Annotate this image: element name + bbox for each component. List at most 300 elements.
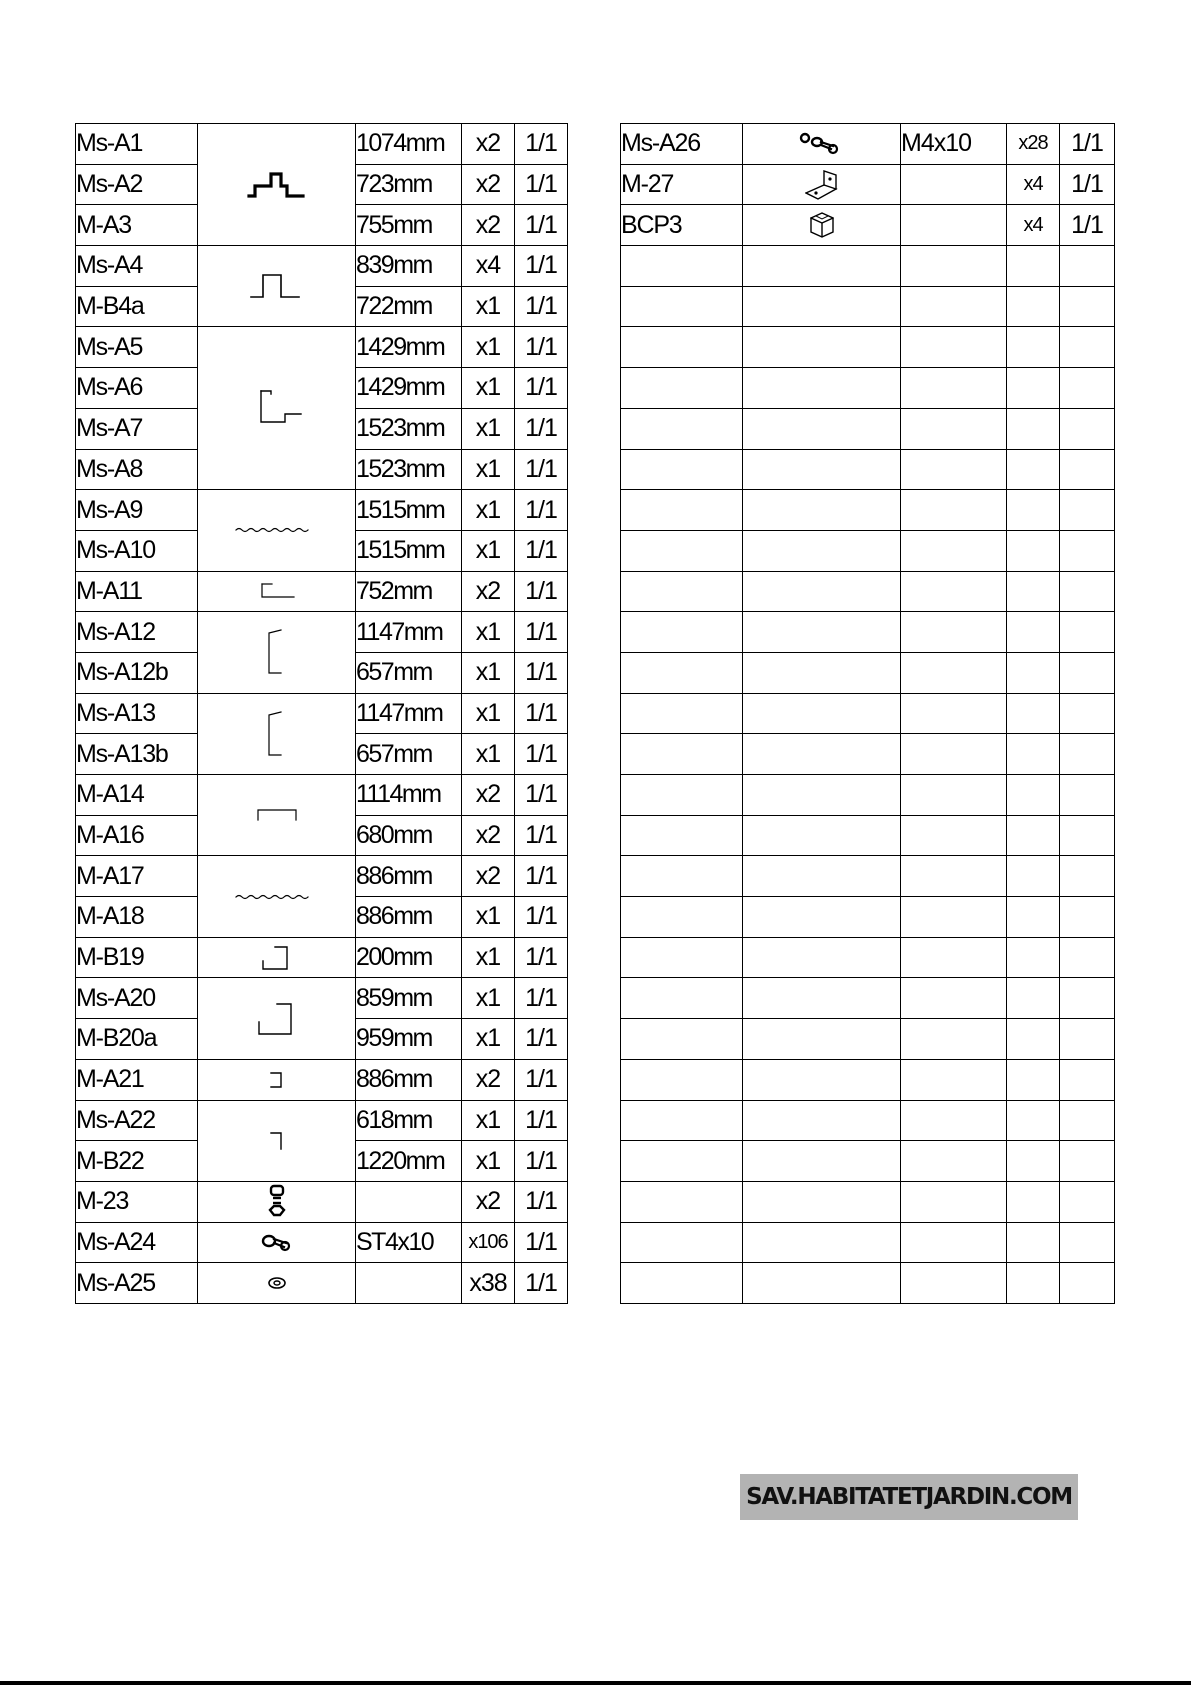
part-shape [198, 1100, 356, 1181]
part-ratio: 1/1 [515, 286, 568, 327]
part-ratio: 1/1 [1060, 164, 1115, 205]
part-ratio: 1/1 [515, 205, 568, 246]
part-ratio: 1/1 [515, 530, 568, 571]
empty-cell [621, 449, 743, 490]
part-shape [198, 937, 356, 978]
part-code: M-A14 [76, 775, 198, 816]
part-code: M-27 [621, 164, 743, 205]
empty-cell [1007, 1263, 1060, 1304]
part-quantity: x4 [1007, 205, 1060, 246]
part-quantity: x1 [462, 734, 515, 775]
empty-cell [621, 490, 743, 531]
part-quantity: x1 [462, 530, 515, 571]
part-quantity: x2 [462, 775, 515, 816]
part-ratio: 1/1 [515, 246, 568, 287]
part-ratio: 1/1 [515, 612, 568, 653]
part-quantity: x1 [462, 652, 515, 693]
corner-bracket-icon [802, 167, 842, 203]
empty-cell [743, 856, 901, 897]
empty-cell [1060, 490, 1115, 531]
part-ratio: 1/1 [515, 775, 568, 816]
empty-cell [1007, 408, 1060, 449]
part-quantity: x1 [462, 897, 515, 938]
part-length: 200mm [356, 937, 462, 978]
empty-cell [621, 856, 743, 897]
empty-cell [1060, 652, 1115, 693]
empty-cell [743, 1019, 901, 1060]
empty-cell [1007, 286, 1060, 327]
empty-cell [1060, 1019, 1115, 1060]
empty-cell [743, 612, 901, 653]
part-code: M-B4a [76, 286, 198, 327]
part-length: 657mm [356, 652, 462, 693]
part-length: 722mm [356, 286, 462, 327]
empty-cell [901, 1100, 1007, 1141]
empty-cell [901, 775, 1007, 816]
empty-cell [621, 286, 743, 327]
part-code: Ms-A2 [76, 164, 198, 205]
part-length: 752mm [356, 571, 462, 612]
part-code: Ms-A12b [76, 652, 198, 693]
part-code: Ms-A22 [76, 1100, 198, 1141]
part-length: 1523mm [356, 408, 462, 449]
part-length: 618mm [356, 1100, 462, 1141]
part-ratio: 1/1 [515, 815, 568, 856]
part-ratio: 1/1 [1060, 205, 1115, 246]
website-banner[interactable] [740, 1474, 1078, 1520]
part-ratio: 1/1 [515, 937, 568, 978]
part-code: Ms-A1 [76, 124, 198, 165]
part-length: 1523mm [356, 449, 462, 490]
empty-cell [621, 1222, 743, 1263]
part-shape [743, 205, 901, 246]
part-ratio: 1/1 [515, 368, 568, 409]
angle-profile-icon [252, 581, 302, 601]
empty-cell [621, 571, 743, 612]
bolt-set-icon [797, 131, 847, 157]
part-quantity: x106 [462, 1222, 515, 1263]
empty-cell [621, 530, 743, 571]
part-length: 1515mm [356, 530, 462, 571]
part-code: M-A16 [76, 815, 198, 856]
empty-cell [1060, 286, 1115, 327]
empty-cell [743, 571, 901, 612]
screw-icon [260, 1230, 294, 1254]
empty-cell [743, 978, 901, 1019]
part-quantity: x2 [462, 856, 515, 897]
part-length: ST4x10 [356, 1222, 462, 1263]
empty-cell [1060, 571, 1115, 612]
part-quantity: x1 [462, 368, 515, 409]
empty-cell [901, 449, 1007, 490]
part-quantity: x2 [462, 205, 515, 246]
empty-cell [1007, 1059, 1060, 1100]
empty-cell [621, 815, 743, 856]
part-ratio: 1/1 [515, 856, 568, 897]
part-code: Ms-A8 [76, 449, 198, 490]
part-length: 657mm [356, 734, 462, 775]
empty-cell [743, 327, 901, 368]
empty-cell [621, 775, 743, 816]
empty-cell [901, 408, 1007, 449]
corrugated-profile-icon [232, 525, 322, 535]
cap-icon [807, 210, 837, 240]
empty-cell [743, 530, 901, 571]
part-ratio: 1/1 [515, 490, 568, 531]
empty-cell [621, 897, 743, 938]
empty-cell [901, 1059, 1007, 1100]
angle-corner-icon [265, 1129, 289, 1153]
empty-cell [743, 693, 901, 734]
part-ratio: 1/1 [515, 652, 568, 693]
empty-cell [1007, 612, 1060, 653]
part-shape [198, 246, 356, 327]
part-length: 839mm [356, 246, 462, 287]
part-shape [198, 1059, 356, 1100]
empty-cell [743, 408, 901, 449]
empty-cell [621, 408, 743, 449]
part-shape [198, 856, 356, 937]
column-gap [568, 124, 621, 1304]
part-length: 755mm [356, 205, 462, 246]
part-length: 1074mm [356, 124, 462, 165]
empty-cell [621, 652, 743, 693]
part-shape [198, 775, 356, 856]
part-length: M4x10 [901, 124, 1007, 165]
part-shape [198, 327, 356, 490]
part-ratio: 1/1 [515, 449, 568, 490]
part-length: 1114mm [356, 775, 462, 816]
part-ratio: 1/1 [515, 1100, 568, 1141]
part-code: Ms-A7 [76, 408, 198, 449]
empty-cell [901, 1019, 1007, 1060]
part-shape [198, 490, 356, 571]
part-quantity: x1 [462, 408, 515, 449]
empty-cell [1060, 897, 1115, 938]
empty-cell [743, 1263, 901, 1304]
empty-cell [1060, 775, 1115, 816]
empty-cell [901, 856, 1007, 897]
part-length: 1147mm [356, 612, 462, 653]
empty-cell [743, 1222, 901, 1263]
empty-cell [621, 1019, 743, 1060]
part-ratio: 1/1 [515, 327, 568, 368]
empty-cell [901, 571, 1007, 612]
part-quantity: x2 [462, 571, 515, 612]
empty-cell [621, 368, 743, 409]
part-length [901, 205, 1007, 246]
empty-cell [743, 897, 901, 938]
part-shape [743, 124, 901, 165]
part-code: Ms-A20 [76, 978, 198, 1019]
part-quantity: x2 [462, 815, 515, 856]
empty-cell [1060, 1222, 1115, 1263]
empty-cell [743, 1181, 901, 1222]
z-profile-icon [247, 170, 307, 200]
part-quantity: x4 [462, 246, 515, 287]
part-length: 1515mm [356, 490, 462, 531]
u-channel-icon [252, 806, 302, 824]
part-ratio: 1/1 [515, 1141, 568, 1182]
part-shape [198, 978, 356, 1059]
empty-cell [1060, 1100, 1115, 1141]
empty-cell [621, 978, 743, 1019]
empty-cell [1007, 856, 1060, 897]
part-length: 959mm [356, 1019, 462, 1060]
empty-cell [1060, 530, 1115, 571]
empty-cell [621, 1263, 743, 1304]
empty-cell [743, 368, 901, 409]
part-length: 1147mm [356, 693, 462, 734]
empty-cell [1007, 775, 1060, 816]
empty-cell [1007, 815, 1060, 856]
part-code: Ms-A6 [76, 368, 198, 409]
part-code: Ms-A26 [621, 124, 743, 165]
empty-cell [743, 937, 901, 978]
empty-cell [1060, 1141, 1115, 1182]
empty-cell [743, 246, 901, 287]
part-ratio: 1/1 [515, 897, 568, 938]
step-profile-icon [247, 388, 307, 428]
empty-cell [901, 1222, 1007, 1263]
part-code: BCP3 [621, 205, 743, 246]
part-length: 680mm [356, 815, 462, 856]
part-code: Ms-A10 [76, 530, 198, 571]
part-quantity: x2 [462, 1059, 515, 1100]
part-quantity: x2 [462, 124, 515, 165]
part-code: Ms-A4 [76, 246, 198, 287]
part-quantity: x1 [462, 612, 515, 653]
empty-cell [901, 652, 1007, 693]
part-code: Ms-A24 [76, 1222, 198, 1263]
bolt-nut-icon [265, 1184, 289, 1220]
part-quantity: x1 [462, 937, 515, 978]
empty-cell [743, 775, 901, 816]
empty-cell [1007, 937, 1060, 978]
empty-cell [901, 897, 1007, 938]
empty-cell [1007, 490, 1060, 531]
empty-cell [901, 978, 1007, 1019]
part-ratio: 1/1 [515, 164, 568, 205]
part-ratio: 1/1 [1060, 124, 1115, 165]
part-code: M-A21 [76, 1059, 198, 1100]
part-ratio: 1/1 [515, 571, 568, 612]
part-quantity: x1 [462, 1141, 515, 1182]
empty-cell [1007, 246, 1060, 287]
empty-cell [1060, 612, 1115, 653]
part-quantity: x2 [462, 1181, 515, 1222]
part-shape [198, 693, 356, 774]
empty-cell [1007, 652, 1060, 693]
part-length [356, 1181, 462, 1222]
empty-cell [1060, 246, 1115, 287]
website-label: SAV.HABITATETJARDIN.COM [746, 1484, 1072, 1510]
small-channel-icon [265, 1069, 289, 1091]
part-shape [198, 571, 356, 612]
part-code: Ms-A12 [76, 612, 198, 653]
empty-cell [901, 1263, 1007, 1304]
part-quantity: x1 [462, 693, 515, 734]
part-code: M-B22 [76, 1141, 198, 1182]
part-quantity: x1 [462, 978, 515, 1019]
part-length: 886mm [356, 1059, 462, 1100]
part-shape [198, 1263, 356, 1304]
part-ratio: 1/1 [515, 1222, 568, 1263]
part-shape [743, 164, 901, 205]
part-code: M-23 [76, 1181, 198, 1222]
empty-cell [1060, 978, 1115, 1019]
part-ratio: 1/1 [515, 1263, 568, 1304]
empty-cell [1007, 449, 1060, 490]
part-code: M-B19 [76, 937, 198, 978]
empty-cell [621, 1059, 743, 1100]
part-shape [198, 124, 356, 246]
part-quantity: x38 [462, 1263, 515, 1304]
empty-cell [1060, 937, 1115, 978]
empty-cell [743, 286, 901, 327]
part-quantity: x1 [462, 1019, 515, 1060]
empty-cell [621, 693, 743, 734]
c-channel-icon [259, 627, 295, 677]
part-code: Ms-A25 [76, 1263, 198, 1304]
empty-cell [901, 530, 1007, 571]
part-shape [198, 1222, 356, 1263]
part-length: 886mm [356, 856, 462, 897]
part-quantity: x2 [462, 164, 515, 205]
empty-cell [621, 1100, 743, 1141]
c-channel-icon [259, 709, 295, 759]
part-length [356, 1263, 462, 1304]
bottom-rule [0, 1681, 1191, 1685]
empty-cell [1007, 1181, 1060, 1222]
part-quantity: x28 [1007, 124, 1060, 165]
empty-cell [1060, 327, 1115, 368]
part-shape [198, 1181, 356, 1222]
l-bracket-small-icon [257, 943, 297, 973]
part-length [901, 164, 1007, 205]
part-quantity: x1 [462, 1100, 515, 1141]
part-ratio: 1/1 [515, 124, 568, 165]
empty-cell [1007, 1100, 1060, 1141]
empty-cell [621, 1181, 743, 1222]
part-ratio: 1/1 [515, 693, 568, 734]
empty-cell [621, 327, 743, 368]
l-bracket-large-icon [255, 1000, 299, 1038]
empty-cell [1060, 1263, 1115, 1304]
part-ratio: 1/1 [515, 978, 568, 1019]
empty-cell [901, 1141, 1007, 1182]
empty-cell [1007, 327, 1060, 368]
empty-cell [901, 1181, 1007, 1222]
empty-cell [1007, 530, 1060, 571]
empty-cell [1060, 408, 1115, 449]
empty-cell [901, 612, 1007, 653]
part-ratio: 1/1 [515, 1019, 568, 1060]
empty-cell [1007, 1019, 1060, 1060]
part-length: 723mm [356, 164, 462, 205]
part-shape [198, 612, 356, 693]
empty-cell [743, 490, 901, 531]
part-code: Ms-A13b [76, 734, 198, 775]
empty-cell [1007, 734, 1060, 775]
table-row [76, 124, 1115, 165]
empty-cell [1060, 693, 1115, 734]
empty-cell [1007, 571, 1060, 612]
empty-cell [901, 937, 1007, 978]
part-code: M-B20a [76, 1019, 198, 1060]
empty-cell [1060, 856, 1115, 897]
empty-cell [901, 327, 1007, 368]
empty-cell [1007, 1141, 1060, 1182]
empty-cell [1060, 734, 1115, 775]
empty-cell [621, 937, 743, 978]
part-length: 859mm [356, 978, 462, 1019]
empty-cell [743, 734, 901, 775]
empty-cell [621, 1141, 743, 1182]
empty-cell [1007, 978, 1060, 1019]
empty-cell [1060, 368, 1115, 409]
part-code: Ms-A5 [76, 327, 198, 368]
part-length: 1429mm [356, 368, 462, 409]
empty-cell [1007, 1222, 1060, 1263]
empty-cell [743, 1100, 901, 1141]
part-ratio: 1/1 [515, 734, 568, 775]
part-ratio: 1/1 [515, 1059, 568, 1100]
empty-cell [743, 449, 901, 490]
part-length: 1220mm [356, 1141, 462, 1182]
empty-cell [1060, 815, 1115, 856]
part-code: Ms-A9 [76, 490, 198, 531]
part-ratio: 1/1 [515, 408, 568, 449]
empty-cell [743, 1141, 901, 1182]
parts-table [75, 123, 1115, 1304]
hat-profile-icon [247, 271, 307, 301]
empty-cell [1060, 449, 1115, 490]
part-quantity: x1 [462, 286, 515, 327]
part-length: 886mm [356, 897, 462, 938]
empty-cell [743, 1059, 901, 1100]
part-quantity: x1 [462, 327, 515, 368]
part-quantity: x1 [462, 449, 515, 490]
part-quantity: x1 [462, 490, 515, 531]
empty-cell [1007, 897, 1060, 938]
washer-icon [265, 1276, 289, 1290]
empty-cell [1007, 368, 1060, 409]
part-code: Ms-A13 [76, 693, 198, 734]
part-quantity: x4 [1007, 164, 1060, 205]
empty-cell [621, 734, 743, 775]
empty-cell [1060, 1181, 1115, 1222]
empty-cell [901, 368, 1007, 409]
empty-cell [1060, 1059, 1115, 1100]
empty-cell [621, 246, 743, 287]
empty-cell [1007, 693, 1060, 734]
part-length: 1429mm [356, 327, 462, 368]
part-code: M-A11 [76, 571, 198, 612]
empty-cell [901, 490, 1007, 531]
part-ratio: 1/1 [515, 1181, 568, 1222]
part-code: M-A17 [76, 856, 198, 897]
empty-cell [901, 286, 1007, 327]
empty-cell [901, 734, 1007, 775]
part-code: M-A18 [76, 897, 198, 938]
corrugated-profile-icon [232, 892, 322, 902]
empty-cell [743, 652, 901, 693]
empty-cell [901, 246, 1007, 287]
empty-cell [901, 693, 1007, 734]
empty-cell [901, 815, 1007, 856]
part-code: M-A3 [76, 205, 198, 246]
